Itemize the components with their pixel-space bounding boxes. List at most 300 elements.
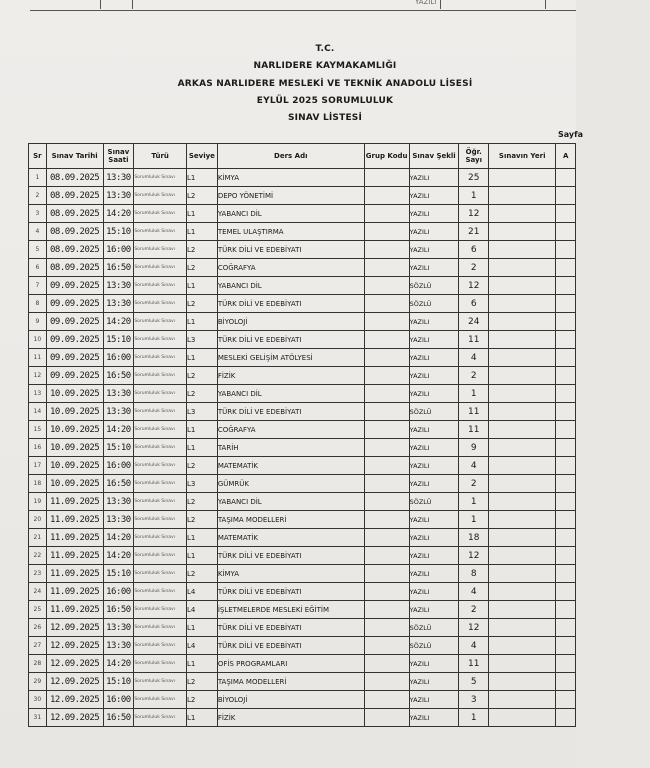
row-level-cell: L2: [186, 295, 217, 313]
row-time-cell: 16:00: [103, 691, 134, 709]
row-place-cell: [489, 457, 556, 475]
table-row: [29, 421, 576, 439]
row-mode-cell: YAZILI: [409, 511, 459, 529]
previous-page-table-edge: [30, 0, 576, 11]
row-count-cell: 2: [459, 601, 489, 619]
row-place-cell: [489, 169, 556, 187]
row-group-cell: [364, 511, 409, 529]
row-time-cell: 13:30: [103, 187, 134, 205]
row-extra-cell: [556, 475, 576, 493]
row-sr-cell: 11: [29, 349, 47, 367]
row-date-cell: 09.09.2025: [46, 349, 103, 367]
row-group-cell: [364, 565, 409, 583]
table-row: [29, 709, 576, 727]
row-course-cell: İŞLETMELERDE MESLEKİ EĞİTİM: [217, 601, 364, 619]
row-level-cell: L2: [186, 565, 217, 583]
row-group-cell: [364, 241, 409, 259]
row-time-cell: 16:00: [103, 583, 134, 601]
row-type-cell: Sorumluluk Sınavı: [134, 385, 187, 403]
header-tc: T.C.: [315, 44, 335, 54]
row-date-cell: 09.09.2025: [46, 295, 103, 313]
row-time-cell: 14:20: [103, 421, 134, 439]
row-extra-cell: [556, 331, 576, 349]
row-date-cell: 10.09.2025: [46, 439, 103, 457]
row-count-cell: 24: [459, 313, 489, 331]
row-time-cell: 15:10: [103, 565, 134, 583]
row-level-cell: L1: [186, 223, 217, 241]
row-sr-cell: 12: [29, 367, 47, 385]
row-extra-cell: [556, 709, 576, 727]
row-sr-cell: 22: [29, 547, 47, 565]
row-mode-cell: YAZILI: [409, 583, 459, 601]
row-type-cell: Sorumluluk Sınavı: [134, 691, 187, 709]
row-mode-cell: YAZILI: [409, 709, 459, 727]
row-level-cell: L3: [186, 403, 217, 421]
row-time-cell: 16:00: [103, 349, 134, 367]
row-time-cell: 13:30: [103, 169, 134, 187]
row-date-cell: 09.09.2025: [46, 331, 103, 349]
row-date-cell: 12.09.2025: [46, 673, 103, 691]
row-course-cell: BİYOLOJİ: [217, 313, 364, 331]
row-count-cell: 11: [459, 331, 489, 349]
row-date-cell: 08.09.2025: [46, 169, 103, 187]
row-type-cell: Sorumluluk Sınavı: [134, 403, 187, 421]
row-place-cell: [489, 349, 556, 367]
row-level-cell: L1: [186, 439, 217, 457]
col-header-time: Sınav Saati: [103, 144, 134, 169]
row-date-cell: 11.09.2025: [46, 511, 103, 529]
row-extra-cell: [556, 583, 576, 601]
row-date-cell: 10.09.2025: [46, 385, 103, 403]
row-extra-cell: [556, 655, 576, 673]
row-mode-cell: YAZILI: [409, 547, 459, 565]
table-row: [29, 259, 576, 277]
row-course-cell: COĞRAFYA: [217, 259, 364, 277]
row-course-cell: OFİS PROGRAMLARI: [217, 655, 364, 673]
table-row: [29, 223, 576, 241]
row-course-cell: MATEMATİK: [217, 529, 364, 547]
row-sr-cell: 31: [29, 709, 47, 727]
header-exam-period: EYLÜL 2025 SORUMLULUK: [256, 96, 394, 106]
table-row: [29, 367, 576, 385]
row-type-cell: Sorumluluk Sınavı: [134, 601, 187, 619]
row-place-cell: [489, 601, 556, 619]
row-extra-cell: [556, 421, 576, 439]
row-type-cell: Sorumluluk Sınavı: [134, 367, 187, 385]
col-header-level: Seviye: [186, 144, 217, 169]
row-course-cell: FİZİK: [217, 709, 364, 727]
row-count-cell: 6: [459, 295, 489, 313]
table-row: [29, 583, 576, 601]
row-extra-cell: [556, 529, 576, 547]
row-date-cell: 10.09.2025: [46, 421, 103, 439]
row-mode-cell: YAZILI: [409, 421, 459, 439]
row-sr-cell: 27: [29, 637, 47, 655]
row-mode-cell: SÖZLÜ: [409, 637, 459, 655]
row-place-cell: [489, 529, 556, 547]
table-row: [29, 277, 576, 295]
row-type-cell: Sorumluluk Sınavı: [134, 313, 187, 331]
row-time-cell: 15:10: [103, 331, 134, 349]
row-extra-cell: [556, 511, 576, 529]
header-list-title: SINAV LİSTESİ: [287, 113, 363, 123]
row-group-cell: [364, 295, 409, 313]
row-mode-cell: SÖZLÜ: [409, 403, 459, 421]
row-course-cell: BİYOLOJİ: [217, 691, 364, 709]
row-sr-cell: 4: [29, 223, 47, 241]
row-course-cell: YABANCI DİL: [217, 277, 364, 295]
row-mode-cell: YAZILI: [409, 529, 459, 547]
row-level-cell: L2: [186, 367, 217, 385]
row-course-cell: TÜRK DİLİ VE EDEBİYATI: [217, 331, 364, 349]
row-mode-cell: YAZILI: [409, 349, 459, 367]
row-group-cell: [364, 349, 409, 367]
row-course-cell: KİMYA: [217, 169, 364, 187]
row-group-cell: [364, 367, 409, 385]
row-extra-cell: [556, 169, 576, 187]
row-course-cell: GÜMRÜK: [217, 475, 364, 493]
row-place-cell: [489, 565, 556, 583]
table-row: [29, 691, 576, 709]
row-level-cell: L1: [186, 169, 217, 187]
row-type-cell: Sorumluluk Sınavı: [134, 511, 187, 529]
row-group-cell: [364, 475, 409, 493]
row-level-cell: L2: [186, 385, 217, 403]
row-type-cell: Sorumluluk Sınavı: [134, 349, 187, 367]
row-group-cell: [364, 637, 409, 655]
row-place-cell: [489, 223, 556, 241]
table-row: [29, 439, 576, 457]
row-place-cell: [489, 205, 556, 223]
row-group-cell: [364, 223, 409, 241]
row-count-cell: 8: [459, 565, 489, 583]
row-extra-cell: [556, 439, 576, 457]
row-place-cell: [489, 511, 556, 529]
row-time-cell: 13:30: [103, 511, 134, 529]
row-place-cell: [489, 277, 556, 295]
row-extra-cell: [556, 493, 576, 511]
col-header-type: Türü: [134, 144, 187, 169]
row-type-cell: Sorumluluk Sınavı: [134, 205, 187, 223]
table-row: [29, 475, 576, 493]
row-count-cell: 9: [459, 439, 489, 457]
row-count-cell: 4: [459, 637, 489, 655]
row-mode-cell: YAZILI: [409, 205, 459, 223]
row-group-cell: [364, 331, 409, 349]
row-type-cell: Sorumluluk Sınavı: [134, 187, 187, 205]
row-date-cell: 12.09.2025: [46, 655, 103, 673]
row-date-cell: 10.09.2025: [46, 457, 103, 475]
row-time-cell: 16:00: [103, 241, 134, 259]
row-time-cell: 16:50: [103, 601, 134, 619]
row-type-cell: Sorumluluk Sınavı: [134, 457, 187, 475]
table-row: [29, 601, 576, 619]
table-row: [29, 295, 576, 313]
row-level-cell: L1: [186, 349, 217, 367]
strip-cell: [485, 0, 546, 9]
row-mode-cell: YAZILI: [409, 367, 459, 385]
row-sr-cell: 14: [29, 403, 47, 421]
row-type-cell: Sorumluluk Sınavı: [134, 655, 187, 673]
row-extra-cell: [556, 619, 576, 637]
row-level-cell: L2: [186, 673, 217, 691]
table-row: [29, 403, 576, 421]
row-date-cell: 12.09.2025: [46, 619, 103, 637]
row-date-cell: 11.09.2025: [46, 601, 103, 619]
row-group-cell: [364, 277, 409, 295]
table-row: [29, 187, 576, 205]
row-date-cell: 11.09.2025: [46, 529, 103, 547]
row-count-cell: 2: [459, 475, 489, 493]
row-count-cell: 4: [459, 583, 489, 601]
row-date-cell: 11.09.2025: [46, 583, 103, 601]
row-sr-cell: 2: [29, 187, 47, 205]
row-date-cell: 12.09.2025: [46, 709, 103, 727]
table-row: [29, 313, 576, 331]
row-mode-cell: YAZILI: [409, 169, 459, 187]
row-place-cell: [489, 259, 556, 277]
row-time-cell: 14:20: [103, 313, 134, 331]
row-type-cell: Sorumluluk Sınavı: [134, 439, 187, 457]
row-mode-cell: SÖZLÜ: [409, 295, 459, 313]
row-group-cell: [364, 601, 409, 619]
col-header-extra: A: [556, 144, 576, 169]
row-place-cell: [489, 493, 556, 511]
row-level-cell: L1: [186, 655, 217, 673]
row-type-cell: Sorumluluk Sınavı: [134, 421, 187, 439]
row-sr-cell: 8: [29, 295, 47, 313]
row-extra-cell: [556, 457, 576, 475]
row-extra-cell: [556, 223, 576, 241]
row-group-cell: [364, 547, 409, 565]
row-sr-cell: 30: [29, 691, 47, 709]
row-date-cell: 10.09.2025: [46, 403, 103, 421]
row-date-cell: 09.09.2025: [46, 277, 103, 295]
row-sr-cell: 25: [29, 601, 47, 619]
row-type-cell: Sorumluluk Sınavı: [134, 529, 187, 547]
exam-table: [28, 143, 576, 727]
row-course-cell: KİMYA: [217, 565, 364, 583]
table-row: [29, 529, 576, 547]
row-extra-cell: [556, 547, 576, 565]
row-course-cell: TÜRK DİLİ VE EDEBİYATI: [217, 637, 364, 655]
row-count-cell: 1: [459, 385, 489, 403]
row-place-cell: [489, 709, 556, 727]
row-place-cell: [489, 331, 556, 349]
row-group-cell: [364, 493, 409, 511]
row-time-cell: 14:20: [103, 205, 134, 223]
row-time-cell: 13:30: [103, 493, 134, 511]
row-sr-cell: 21: [29, 529, 47, 547]
row-extra-cell: [556, 673, 576, 691]
row-type-cell: Sorumluluk Sınavı: [134, 475, 187, 493]
row-mode-cell: YAZILI: [409, 187, 459, 205]
row-place-cell: [489, 241, 556, 259]
row-group-cell: [364, 529, 409, 547]
row-course-cell: TAŞIMA MODELLERİ: [217, 673, 364, 691]
table-row: [29, 349, 576, 367]
row-place-cell: [489, 403, 556, 421]
row-time-cell: 13:30: [103, 277, 134, 295]
row-mode-cell: YAZILI: [409, 259, 459, 277]
row-course-cell: YABANCI DİL: [217, 205, 364, 223]
row-type-cell: Sorumluluk Sınavı: [134, 259, 187, 277]
row-level-cell: L1: [186, 205, 217, 223]
row-place-cell: [489, 367, 556, 385]
row-count-cell: 5: [459, 673, 489, 691]
row-extra-cell: [556, 205, 576, 223]
row-mode-cell: YAZILI: [409, 691, 459, 709]
row-time-cell: 14:20: [103, 529, 134, 547]
row-course-cell: TÜRK DİLİ VE EDEBİYATI: [217, 295, 364, 313]
row-sr-cell: 15: [29, 421, 47, 439]
row-course-cell: DEPO YÖNETİMİ: [217, 187, 364, 205]
row-count-cell: 4: [459, 349, 489, 367]
row-course-cell: TEMEL ULAŞTIRMA: [217, 223, 364, 241]
row-level-cell: L3: [186, 475, 217, 493]
row-time-cell: 16:50: [103, 709, 134, 727]
row-mode-cell: YAZILI: [409, 385, 459, 403]
row-count-cell: 12: [459, 205, 489, 223]
page-label: Sayfa: [558, 130, 584, 139]
row-date-cell: 08.09.2025: [46, 187, 103, 205]
table-row: [29, 673, 576, 691]
row-course-cell: MESLEKİ GELİŞİM ATÖLYESİ: [217, 349, 364, 367]
row-course-cell: TÜRK DİLİ VE EDEBİYATI: [217, 583, 364, 601]
row-type-cell: Sorumluluk Sınavı: [134, 709, 187, 727]
row-date-cell: 09.09.2025: [46, 367, 103, 385]
row-group-cell: [364, 655, 409, 673]
table-row: [29, 511, 576, 529]
row-sr-cell: 19: [29, 493, 47, 511]
table-row: [29, 655, 576, 673]
row-extra-cell: [556, 313, 576, 331]
row-place-cell: [489, 187, 556, 205]
row-date-cell: 11.09.2025: [46, 493, 103, 511]
row-level-cell: L1: [186, 547, 217, 565]
row-place-cell: [489, 385, 556, 403]
row-group-cell: [364, 457, 409, 475]
table-header-row: [29, 144, 576, 169]
row-type-cell: Sorumluluk Sınavı: [134, 241, 187, 259]
row-course-cell: TAŞIMA MODELLERİ: [217, 511, 364, 529]
row-time-cell: 13:30: [103, 637, 134, 655]
row-sr-cell: 7: [29, 277, 47, 295]
row-mode-cell: YAZILI: [409, 475, 459, 493]
row-mode-cell: YAZILI: [409, 457, 459, 475]
row-date-cell: 12.09.2025: [46, 691, 103, 709]
row-level-cell: L1: [186, 313, 217, 331]
row-count-cell: 12: [459, 277, 489, 295]
row-place-cell: [489, 619, 556, 637]
row-count-cell: 6: [459, 241, 489, 259]
row-course-cell: FİZİK: [217, 367, 364, 385]
row-level-cell: L2: [186, 511, 217, 529]
row-count-cell: 18: [459, 529, 489, 547]
col-header-date: Sınav Tarihi: [46, 144, 103, 169]
row-date-cell: 08.09.2025: [46, 241, 103, 259]
row-type-cell: Sorumluluk Sınavı: [134, 295, 187, 313]
row-course-cell: TARİH: [217, 439, 364, 457]
row-extra-cell: [556, 295, 576, 313]
row-type-cell: Sorumluluk Sınavı: [134, 673, 187, 691]
row-place-cell: [489, 547, 556, 565]
row-count-cell: 25: [459, 169, 489, 187]
table-row: [29, 637, 576, 655]
row-mode-cell: SÖZLÜ: [409, 493, 459, 511]
row-time-cell: 16:50: [103, 367, 134, 385]
row-group-cell: [364, 259, 409, 277]
row-sr-cell: 10: [29, 331, 47, 349]
row-course-cell: YABANCI DİL: [217, 493, 364, 511]
row-level-cell: L4: [186, 601, 217, 619]
row-sr-cell: 3: [29, 205, 47, 223]
row-group-cell: [364, 673, 409, 691]
row-extra-cell: [556, 385, 576, 403]
table-row: [29, 565, 576, 583]
row-level-cell: L4: [186, 583, 217, 601]
row-date-cell: 09.09.2025: [46, 313, 103, 331]
row-sr-cell: 24: [29, 583, 47, 601]
row-place-cell: [489, 691, 556, 709]
row-group-cell: [364, 439, 409, 457]
row-type-cell: Sorumluluk Sınavı: [134, 637, 187, 655]
row-count-cell: 11: [459, 421, 489, 439]
row-level-cell: L4: [186, 637, 217, 655]
row-level-cell: L3: [186, 331, 217, 349]
table-row: [29, 169, 576, 187]
table-row: [29, 493, 576, 511]
row-course-cell: YABANCI DİL: [217, 385, 364, 403]
row-count-cell: 1: [459, 511, 489, 529]
row-sr-cell: 17: [29, 457, 47, 475]
row-extra-cell: [556, 565, 576, 583]
row-date-cell: 12.09.2025: [46, 637, 103, 655]
row-course-cell: TÜRK DİLİ VE EDEBİYATI: [217, 403, 364, 421]
row-mode-cell: YAZILI: [409, 223, 459, 241]
row-type-cell: Sorumluluk Sınavı: [134, 619, 187, 637]
row-extra-cell: [556, 187, 576, 205]
row-date-cell: 08.09.2025: [46, 205, 103, 223]
row-level-cell: L1: [186, 709, 217, 727]
row-count-cell: 12: [459, 547, 489, 565]
row-sr-cell: 29: [29, 673, 47, 691]
col-header-mode: Sınav Şekli: [409, 144, 459, 169]
col-header-group: Grup Kodu: [364, 144, 409, 169]
table-row: [29, 619, 576, 637]
row-time-cell: 15:10: [103, 439, 134, 457]
row-count-cell: 1: [459, 709, 489, 727]
table-row: [29, 241, 576, 259]
strip-cell: [30, 0, 101, 9]
row-type-cell: Sorumluluk Sınavı: [134, 277, 187, 295]
col-header-place: Sınavın Yeri: [489, 144, 556, 169]
row-course-cell: MATEMATİK: [217, 457, 364, 475]
row-group-cell: [364, 313, 409, 331]
row-extra-cell: [556, 259, 576, 277]
row-date-cell: 11.09.2025: [46, 547, 103, 565]
row-extra-cell: [556, 601, 576, 619]
table-row: [29, 457, 576, 475]
row-sr-cell: 13: [29, 385, 47, 403]
row-mode-cell: YAZILI: [409, 241, 459, 259]
row-mode-cell: YAZILI: [409, 331, 459, 349]
row-mode-cell: YAZILI: [409, 439, 459, 457]
row-group-cell: [364, 709, 409, 727]
row-time-cell: 13:30: [103, 619, 134, 637]
row-place-cell: [489, 313, 556, 331]
row-level-cell: L2: [186, 493, 217, 511]
